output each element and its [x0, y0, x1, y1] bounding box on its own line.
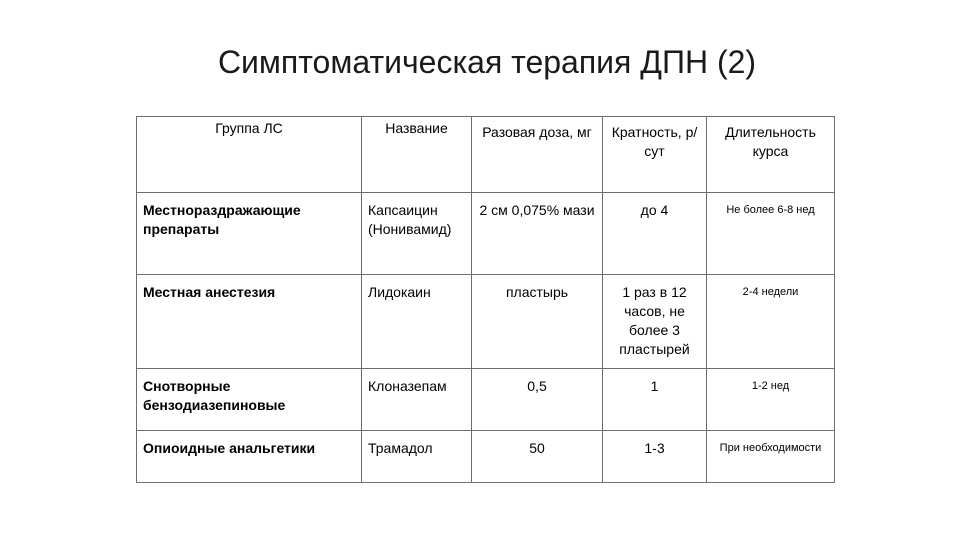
cell-frequency: до 4 [603, 193, 707, 275]
cell-name: Трамадол [362, 431, 472, 483]
header-group: Группа ЛС [137, 117, 362, 193]
header-frequency: Кратность, р/сут [603, 117, 707, 193]
cell-dose: пластырь [472, 275, 603, 369]
cell-dose: 2 см 0,075% мази [472, 193, 603, 275]
cell-dose: 0,5 [472, 369, 603, 431]
cell-frequency: 1 раз в 12 часов, не более 3 пластырей [603, 275, 707, 369]
cell-dose: 50 [472, 431, 603, 483]
header-duration: Длительность курса [707, 117, 835, 193]
cell-group: Снотворные бензодиазепиновые [137, 369, 362, 431]
slide-title: Симптоматическая терапия ДПН (2) [217, 44, 757, 80]
therapy-table [136, 116, 835, 483]
cell-name: Лидокаин [362, 275, 472, 369]
header-dose: Разовая доза, мг [472, 117, 603, 193]
table-row [137, 193, 835, 275]
cell-frequency: 1 [603, 369, 707, 431]
cell-frequency: 1-3 [603, 431, 707, 483]
cell-duration: 1-2 нед [707, 369, 835, 431]
cell-duration: При необходимости [707, 431, 835, 483]
cell-duration: Не более 6-8 нед [707, 193, 835, 275]
cell-duration: 2-4 недели [707, 275, 835, 369]
cell-name: Капсаицин (Нонивамид) [362, 193, 472, 275]
table-row [137, 369, 835, 431]
cell-group: Опиоидные анальгетики [137, 431, 362, 483]
cell-group: Местнораздражающие препараты [137, 193, 362, 275]
header-name: Название [362, 117, 472, 193]
table-header-row [137, 117, 835, 193]
cell-group: Местная анестезия [137, 275, 362, 369]
cell-name: Клоназепам [362, 369, 472, 431]
table-row [137, 431, 835, 483]
table-row [137, 275, 835, 369]
